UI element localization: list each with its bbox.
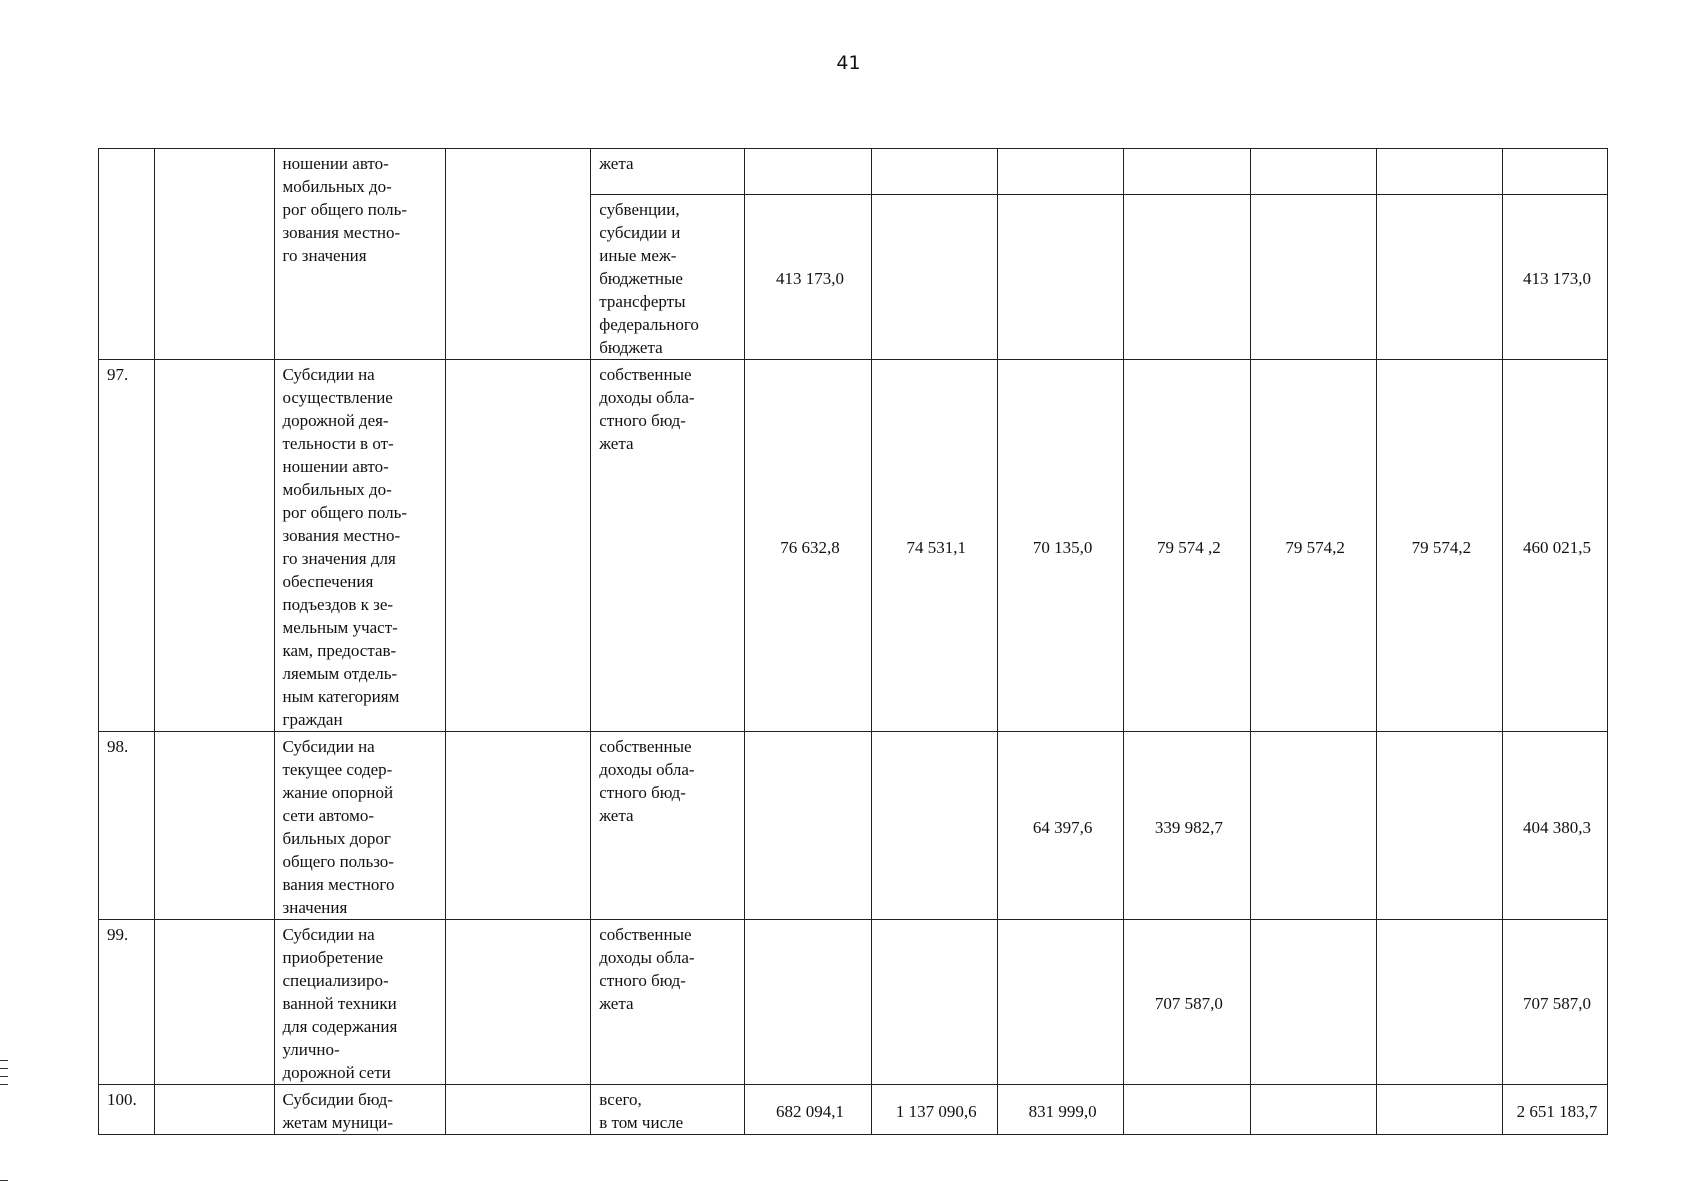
value-cell bbox=[1376, 732, 1502, 920]
value-cell bbox=[1376, 149, 1502, 195]
value-cell: 682 094,1 bbox=[745, 1085, 871, 1135]
value-cell: 339 982,7 bbox=[1124, 732, 1250, 920]
value-cell bbox=[997, 149, 1123, 195]
value-cell bbox=[1376, 195, 1502, 360]
table-row bbox=[99, 732, 1608, 920]
funding-source: всего, в том числе bbox=[591, 1085, 745, 1135]
value-cell bbox=[1124, 149, 1250, 195]
funding-source: жета bbox=[591, 149, 745, 195]
empty-cell bbox=[445, 1085, 591, 1135]
value-cell bbox=[997, 195, 1123, 360]
value-cell bbox=[1124, 195, 1250, 360]
row-number bbox=[99, 149, 155, 360]
empty-cell bbox=[445, 732, 591, 920]
table-row bbox=[99, 1085, 1608, 1135]
value-cell: 1 137 090,6 bbox=[871, 1085, 997, 1135]
value-cell bbox=[1503, 149, 1608, 195]
row-title: Субсидии на осуществление дорожной дея- тельности в от- ношении авто- мобильных до- рог общего поль- зования местно- го значения для обеспечения подъездов к зе- мельным участ- кам, предостав- ляемым отдель- ным категориям граждан bbox=[274, 360, 445, 732]
value-cell: 460 021,5 bbox=[1503, 360, 1608, 732]
value-cell: 70 135,0 bbox=[997, 360, 1123, 732]
empty-cell bbox=[154, 149, 274, 360]
row-title: Субсидии бюд- жетам муници- bbox=[274, 1085, 445, 1135]
value-cell bbox=[1250, 149, 1376, 195]
value-cell bbox=[1250, 195, 1376, 360]
value-cell bbox=[871, 732, 997, 920]
table-row bbox=[99, 360, 1608, 732]
empty-cell bbox=[445, 360, 591, 732]
page-number: 41 bbox=[836, 52, 861, 74]
value-cell bbox=[1250, 732, 1376, 920]
row-title: Субсидии на текущее содер- жание опорной сети автомо- бильных дорог общего пользо- вания местного значения bbox=[274, 732, 445, 920]
row-number: 98. bbox=[99, 732, 155, 920]
value-cell bbox=[745, 732, 871, 920]
row-title: Субсидии на приобретение специализиро- ванной техники для содержания улично- дорожной сети bbox=[274, 920, 445, 1085]
value-cell: 74 531,1 bbox=[871, 360, 997, 732]
value-cell: 413 173,0 bbox=[745, 195, 871, 360]
row-number: 100. bbox=[99, 1085, 155, 1135]
table-row bbox=[99, 149, 1608, 195]
value-cell: 2 651 183,7 bbox=[1503, 1085, 1608, 1135]
value-cell: 79 574,2 bbox=[1376, 360, 1502, 732]
value-cell: 64 397,6 bbox=[997, 732, 1123, 920]
value-cell: 79 574,2 bbox=[1250, 360, 1376, 732]
budget-table bbox=[98, 148, 1608, 1135]
value-cell bbox=[1250, 1085, 1376, 1135]
value-cell: 79 574 ,2 bbox=[1124, 360, 1250, 732]
value-cell bbox=[871, 920, 997, 1085]
value-cell: 831 999,0 bbox=[997, 1085, 1123, 1135]
value-cell bbox=[1124, 1085, 1250, 1135]
value-cell bbox=[997, 920, 1123, 1085]
empty-cell bbox=[154, 360, 274, 732]
funding-source: собственные доходы обла- стного бюд- жета bbox=[591, 920, 745, 1085]
empty-cell bbox=[154, 1085, 274, 1135]
value-cell bbox=[1250, 920, 1376, 1085]
funding-source: субвенции, субсидии и иные меж- бюджетные трансферты федерального бюджета bbox=[591, 195, 745, 360]
value-cell: 76 632,8 bbox=[745, 360, 871, 732]
value-cell bbox=[871, 195, 997, 360]
row-number: 97. bbox=[99, 360, 155, 732]
value-cell bbox=[1376, 1085, 1502, 1135]
funding-source: собственные доходы обла- стного бюд- жета bbox=[591, 360, 745, 732]
empty-cell bbox=[445, 149, 591, 360]
row-number: 99. bbox=[99, 920, 155, 1085]
value-cell: 413 173,0 bbox=[1503, 195, 1608, 360]
empty-cell bbox=[445, 920, 591, 1085]
value-cell bbox=[1376, 920, 1502, 1085]
empty-cell bbox=[154, 732, 274, 920]
funding-source: собственные доходы обла- стного бюд- жета bbox=[591, 732, 745, 920]
value-cell: 404 380,3 bbox=[1503, 732, 1608, 920]
value-cell: 707 587,0 bbox=[1124, 920, 1250, 1085]
value-cell bbox=[745, 920, 871, 1085]
value-cell bbox=[745, 149, 871, 195]
empty-cell bbox=[154, 920, 274, 1085]
value-cell bbox=[871, 149, 997, 195]
row-title: ношении авто- мобильных до- рог общего поль- зования местно- го значения bbox=[274, 149, 445, 360]
table-row bbox=[99, 920, 1608, 1085]
value-cell: 707 587,0 bbox=[1503, 920, 1608, 1085]
